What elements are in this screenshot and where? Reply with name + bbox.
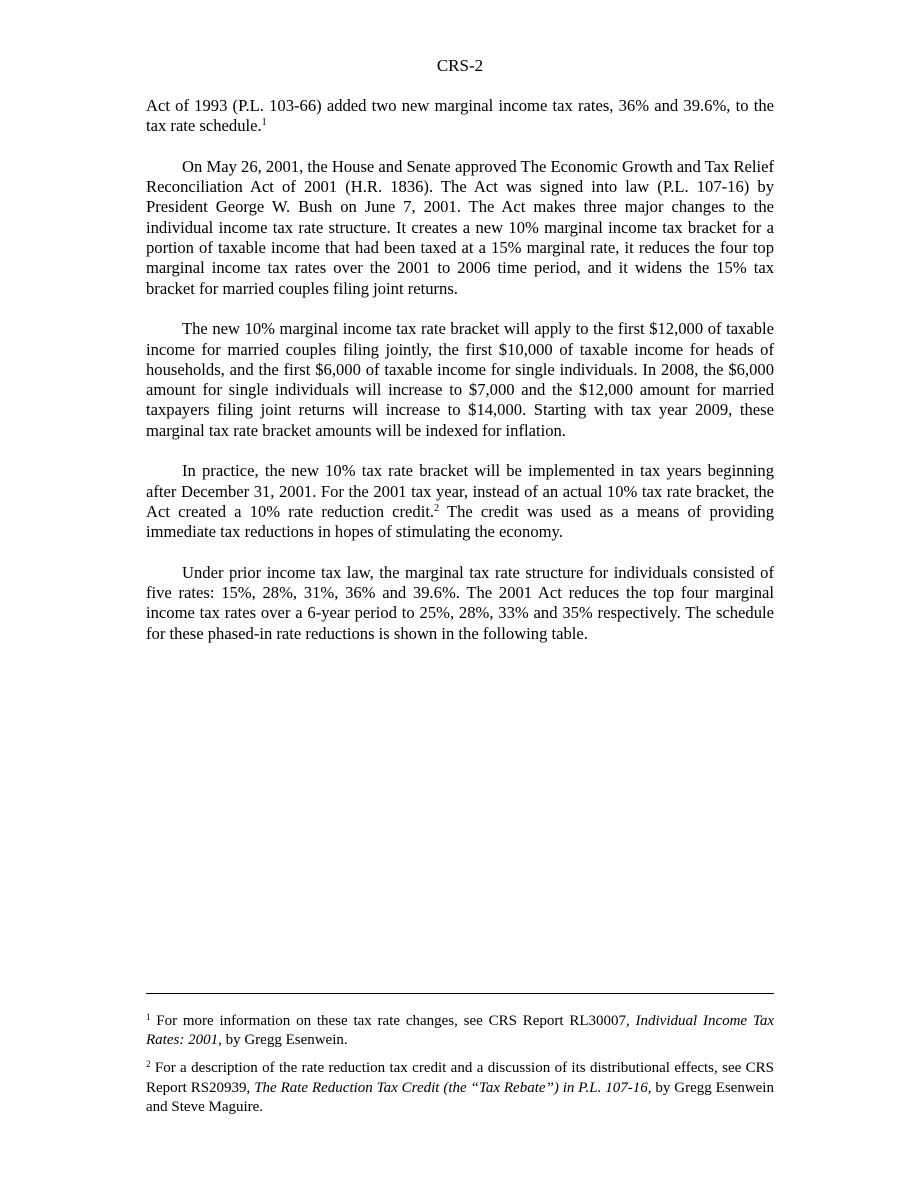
paragraph-4-text-a: In practice, the new 10% tax rate bracket will be implemented in tax years beginning after December 31, 2001. For the 2001 tax year, instead of an actual 10% tax rate bracket, the Act created a 10% rate reduction credit. [146,461,774,521]
paragraph-3: The new 10% marginal income tax rate bracket will apply to the first $12,000 of taxable income for married couples filing jointly, the first $10,000 of taxable income for heads of households, and the first $6,000 of taxable income for single individuals. In 2008, the $6,000 amount for single individuals will increase to $7,000 and the $12,000 amount for married taxpayers filing joint returns will increase to $14,000. Starting with tax year 2009, these marginal tax rate bracket amounts will be indexed for inflation. [146,319,774,440]
footnote-1 [146,1012,774,1050]
footnote-2 [146,1059,774,1117]
page-number-header [0,56,920,76]
footnote-1-text-a: For more information on these tax rate changes, see CRS Report RL30007, [150,1013,636,1029]
footnote-ref-1: 1 [261,117,267,129]
paragraph-4 [146,461,774,542]
footnote-ref-2: 2 [434,502,440,514]
footnote-1-title: Individual Income Tax Rates: 2001 [146,1013,774,1049]
page-label: CRS-2 [436,56,484,75]
body-text [146,96,774,664]
footnote-1-text-b: , by Gregg Esenwein. [218,1032,348,1049]
paragraph-5: Under prior income tax law, the marginal tax rate structure for individuals consisted of five rates: 15%, 28%, 31%, 36% and 39.6%. The 2001 Act reduces the top four marginal income tax rates over a 6-year period to 25%, 28%, 33% and 35% respectively. The schedule for these phased-in rate reductions is shown in the following table. [146,562,774,643]
paragraph-2: On May 26, 2001, the House and Senate approved The Economic Growth and Tax Relief Reconciliation Act of 2001 (H.R. 1836). The Act was signed into law (P.L. 107-16) by President George W. Bush on June 7, 2001. The Act makes three major changes to the individual income tax rate structure. It creates a new 10% marginal income tax bracket for a portion of taxable income that had been taxed at a 15% marginal rate, it reduces the four top marginal income tax rates over the 2001 to 2006 time period, and it widens the 15% tax bracket for married couples filing joint returns. [146,156,774,298]
footnote-1-number: 1 [146,1012,151,1022]
paragraph-1 [146,96,774,137]
footnote-2-text-b: , by Gregg Esenwein and Steve Maguire. [146,1079,774,1115]
footnote-2-text-a: For a description of the rate reduction tax credit and a discussion of its distributional effects, see CRS Report RS20939, [146,1060,774,1096]
footnote-divider [146,993,774,994]
paragraph-4-text-b: The credit was used as a means of providing immediate tax reductions in hopes of stimulating the economy. [146,501,774,542]
footnote-2-title: The Rate Reduction Tax Credit (the “Tax Rebate”) in P.L. 107-16 [254,1079,648,1096]
footnotes [146,1012,774,1126]
footnote-2-number: 2 [146,1059,151,1070]
paragraph-1-text: Act of 1993 (P.L. 103-66) added two new marginal income tax rates, 36% and 39.6%, to the tax rate schedule. [146,96,774,136]
